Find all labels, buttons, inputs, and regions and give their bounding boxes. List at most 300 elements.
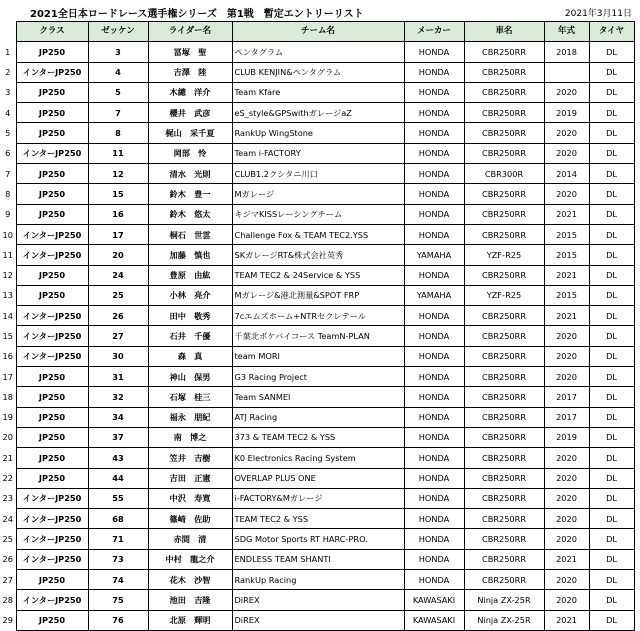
rider-name: 森 真 [148, 346, 232, 366]
rider-name: 鈴木 悠太 [148, 204, 232, 224]
maker-name: HONDA [404, 509, 464, 529]
row-number: 6 [5, 148, 11, 159]
table-row [0, 488, 634, 508]
tire-brand: DL [589, 468, 634, 488]
bike-model: CBR250RR [464, 488, 544, 508]
bike-model: CBR250RR [464, 306, 544, 326]
tire-brand: DL [589, 488, 634, 508]
entry-number: 11 [88, 143, 148, 163]
maker-name: YAMAHA [404, 245, 464, 265]
rider-name: 花木 沙智 [148, 570, 232, 590]
model-year: 2021 [544, 204, 589, 224]
tire-brand: DL [589, 387, 634, 407]
row-number: 26 [2, 554, 13, 565]
rider-name: 桐石 世雲 [148, 224, 232, 244]
tire-brand: DL [589, 509, 634, 529]
row-number: 16 [2, 351, 13, 362]
table-row [0, 285, 634, 305]
row-number: 27 [2, 574, 13, 585]
team-name: Mガレージ [232, 184, 404, 204]
entry-class: JP250 [16, 82, 88, 102]
column-header-tire: タイヤ [589, 22, 634, 42]
rider-name: 中沢 寿寛 [148, 488, 232, 508]
team-name: OVERLAP PLUS ONE [232, 468, 404, 488]
table-row [0, 224, 634, 244]
entry-class: JP250 [16, 123, 88, 143]
table-row [0, 164, 634, 184]
entry-class: インターJP250 [16, 346, 88, 366]
table-row [0, 407, 634, 427]
row-number: 12 [2, 270, 13, 281]
model-year: 2020 [544, 326, 589, 346]
team-name: K0 Electronics Racing System [232, 448, 404, 468]
model-year: 2020 [544, 509, 589, 529]
model-year: 2020 [544, 346, 589, 366]
entry-number: 20 [88, 245, 148, 265]
tire-brand: DL [589, 204, 634, 224]
model-year: 2020 [544, 529, 589, 549]
team-name: 千葉北ポケバイコース TeamN-PLAN [232, 326, 404, 346]
team-name: RankUp Racing [232, 570, 404, 590]
entry-number: 73 [88, 549, 148, 569]
entry-class: JP250 [16, 285, 88, 305]
entry-class: JP250 [16, 427, 88, 447]
bike-model: CBR250RR [464, 42, 544, 62]
column-header-year: 年式 [544, 22, 589, 42]
table-row [0, 509, 634, 529]
tire-brand: DL [589, 326, 634, 346]
bike-model: CBR250RR [464, 387, 544, 407]
maker-name: HONDA [404, 488, 464, 508]
entry-number: 76 [88, 610, 148, 630]
table-row [0, 143, 634, 163]
bike-model: CBR250RR [464, 448, 544, 468]
team-name: eS_style&GPSwithガレージaZ [232, 103, 404, 123]
rider-name: 櫻井 武彦 [148, 103, 232, 123]
tire-brand: DL [589, 306, 634, 326]
bike-model: CBR250RR [464, 509, 544, 529]
bike-model: CBR250RR [464, 82, 544, 102]
model-year: 2020 [544, 448, 589, 468]
column-header-rider: ライダー名 [148, 22, 232, 42]
table-row [0, 265, 634, 285]
entry-list-table [0, 21, 635, 631]
entry-number: 12 [88, 164, 148, 184]
team-name: キジマKISSレーシングチーム [232, 204, 404, 224]
row-number: 5 [5, 128, 11, 139]
entry-class: インターJP250 [16, 326, 88, 346]
model-year: 2020 [544, 123, 589, 143]
team-name: 7cエムズホーム+NTRセクレテール [232, 306, 404, 326]
table-row [0, 570, 634, 590]
bike-model: Ninja ZX-25R [464, 590, 544, 610]
entry-number: 25 [88, 285, 148, 305]
bike-model: YZF-R25 [464, 245, 544, 265]
entry-class: JP250 [16, 103, 88, 123]
bike-model: YZF-R25 [464, 285, 544, 305]
row-number: 19 [2, 412, 13, 423]
maker-name: HONDA [404, 427, 464, 447]
rider-name: 石塚 桂三 [148, 387, 232, 407]
document-date: 2021年3月11日 [564, 9, 632, 19]
rider-name: 加藤 慎也 [148, 245, 232, 265]
entry-number: 26 [88, 306, 148, 326]
maker-name: HONDA [404, 387, 464, 407]
row-number: 2 [5, 67, 11, 78]
entry-class: JP250 [16, 448, 88, 468]
row-number: 7 [5, 168, 11, 179]
model-year: 2021 [544, 610, 589, 630]
maker-name: HONDA [404, 306, 464, 326]
table-row [0, 103, 634, 123]
entry-number: 71 [88, 529, 148, 549]
table-row [0, 427, 634, 447]
bike-model: CBR250RR [464, 468, 544, 488]
entry-number: 74 [88, 570, 148, 590]
row-number: 1 [5, 46, 11, 57]
team-name: Team i-FACTORY [232, 143, 404, 163]
model-year: 2020 [544, 488, 589, 508]
maker-name: HONDA [404, 42, 464, 62]
maker-name: HONDA [404, 407, 464, 427]
team-name: DiREX [232, 610, 404, 630]
tire-brand: DL [589, 265, 634, 285]
entry-number: 24 [88, 265, 148, 285]
row-number: 11 [2, 249, 13, 260]
maker-name: HONDA [404, 367, 464, 387]
rider-name: 岡部 怜 [148, 143, 232, 163]
team-name: ENDLESS TEAM SHANTI [232, 549, 404, 569]
tire-brand: DL [589, 367, 634, 387]
bike-model: CBR250RR [464, 123, 544, 143]
bike-model: CBR250RR [464, 407, 544, 427]
row-number: 18 [2, 391, 13, 402]
team-name: Challenge Fox & TEAM TEC2.YSS [232, 224, 404, 244]
tire-brand: DL [589, 427, 634, 447]
maker-name: HONDA [404, 123, 464, 143]
table-row [0, 326, 634, 346]
entry-number: 4 [88, 62, 148, 82]
bike-model: CBR250RR [464, 570, 544, 590]
entry-number: 5 [88, 82, 148, 102]
entry-number: 17 [88, 224, 148, 244]
maker-name: KAWASAKI [404, 610, 464, 630]
tire-brand: DL [589, 448, 634, 468]
table-header-row [0, 22, 634, 42]
maker-name: HONDA [404, 468, 464, 488]
entry-class: JP250 [16, 265, 88, 285]
maker-name: HONDA [404, 529, 464, 549]
entry-number: 75 [88, 590, 148, 610]
entry-number: 30 [88, 346, 148, 366]
maker-name: HONDA [404, 184, 464, 204]
maker-name: YAMAHA [404, 285, 464, 305]
rider-name: 神山 保男 [148, 367, 232, 387]
model-year: 2021 [544, 549, 589, 569]
model-year: 2020 [544, 82, 589, 102]
rider-name: 鈴木 豊一 [148, 184, 232, 204]
model-year: 2017 [544, 407, 589, 427]
row-number: 17 [2, 371, 13, 382]
row-number: 29 [2, 615, 13, 626]
tire-brand: DL [589, 549, 634, 569]
tire-brand: DL [589, 346, 634, 366]
entry-class: インターJP250 [16, 62, 88, 82]
entry-class: JP250 [16, 367, 88, 387]
rider-name: 吉田 正憲 [148, 468, 232, 488]
entry-class: JP250 [16, 184, 88, 204]
team-name: G3 Racing Project [232, 367, 404, 387]
bike-model: CBR250RR [464, 184, 544, 204]
bike-model: CBR250RR [464, 529, 544, 549]
rider-name: 豊原 由紘 [148, 265, 232, 285]
row-number-header [0, 22, 16, 42]
model-year: 2020 [544, 367, 589, 387]
entry-number: 43 [88, 448, 148, 468]
tire-brand: DL [589, 570, 634, 590]
model-year: 2018 [544, 42, 589, 62]
row-number: 14 [2, 310, 13, 321]
maker-name: HONDA [404, 265, 464, 285]
table-row [0, 387, 634, 407]
table-row [0, 306, 634, 326]
table-row [0, 590, 634, 610]
maker-name: HONDA [404, 82, 464, 102]
tire-brand: DL [589, 42, 634, 62]
rider-name: 田中 敬秀 [148, 306, 232, 326]
maker-name: HONDA [404, 103, 464, 123]
tire-brand: DL [589, 590, 634, 610]
team-name: TEAM TEC2 & YSS [232, 509, 404, 529]
row-number: 22 [2, 473, 13, 484]
bike-model: CBR250RR [464, 265, 544, 285]
rider-name: 福永 朋紀 [148, 407, 232, 427]
entry-class: JP250 [16, 204, 88, 224]
entry-class: JP250 [16, 468, 88, 488]
column-header-bike: 車名 [464, 22, 544, 42]
tire-brand: DL [589, 529, 634, 549]
tire-brand: DL [589, 610, 634, 630]
table-row [0, 610, 634, 630]
column-header-class: クラス [16, 22, 88, 42]
column-header-maker: メーカー [404, 22, 464, 42]
rider-name: 木總 洋介 [148, 82, 232, 102]
entry-class: インターJP250 [16, 509, 88, 529]
entry-number: 68 [88, 509, 148, 529]
entry-number: 32 [88, 387, 148, 407]
model-year: 2020 [544, 590, 589, 610]
tire-brand: DL [589, 164, 634, 184]
maker-name: HONDA [404, 164, 464, 184]
model-year: 2015 [544, 285, 589, 305]
model-year: 2021 [544, 306, 589, 326]
row-number: 15 [2, 331, 13, 341]
maker-name: HONDA [404, 346, 464, 366]
rider-name: 梶山 采千夏 [148, 123, 232, 143]
tire-brand: DL [589, 82, 634, 102]
entry-class: インターJP250 [16, 306, 88, 326]
entry-class: インターJP250 [16, 245, 88, 265]
entry-number: 34 [88, 407, 148, 427]
rider-name: 赤間 清 [148, 529, 232, 549]
team-name: ATJ Racing [232, 407, 404, 427]
entry-number: 8 [88, 123, 148, 143]
entry-number: 16 [88, 204, 148, 224]
team-name: Team SANMEI [232, 387, 404, 407]
model-year: 2019 [544, 103, 589, 123]
rider-name: 北原 輝明 [148, 610, 232, 630]
bike-model: CBR250RR [464, 103, 544, 123]
rider-name: 南 博之 [148, 427, 232, 447]
maker-name: HONDA [404, 62, 464, 82]
tire-brand: DL [589, 103, 634, 123]
entry-number: 37 [88, 427, 148, 447]
rider-name: 吉澤 陸 [148, 62, 232, 82]
table-row [0, 42, 634, 62]
model-year: 2020 [544, 468, 589, 488]
team-name: SDG Motor Sports RT HARC-PRO. [232, 529, 404, 549]
team-name: Mガレージ&港北測量&SPOT FRP [232, 285, 404, 305]
entry-class: インターJP250 [16, 143, 88, 163]
tire-brand: DL [589, 184, 634, 204]
row-number: 23 [2, 493, 13, 504]
tire-brand: DL [589, 123, 634, 143]
table-row [0, 123, 634, 143]
entry-number: 55 [88, 488, 148, 508]
model-year [544, 62, 589, 82]
row-number: 4 [5, 107, 11, 118]
tire-brand: DL [589, 285, 634, 305]
team-name: ペンタグラム [232, 42, 404, 62]
bike-model: CBR250RR [464, 326, 544, 346]
bike-model: CBR250RR [464, 204, 544, 224]
maker-name: HONDA [404, 204, 464, 224]
table-row [0, 468, 634, 488]
maker-name: HONDA [404, 448, 464, 468]
row-number: 13 [2, 290, 13, 301]
rider-name: 小林 亮介 [148, 285, 232, 305]
maker-name: HONDA [404, 224, 464, 244]
row-number: 21 [2, 452, 13, 463]
row-number: 8 [5, 188, 11, 199]
team-name: TEAM TEC2 & 24Service & YSS [232, 265, 404, 285]
table-row [0, 367, 634, 387]
row-number: 10 [2, 229, 13, 240]
entry-class: インターJP250 [16, 488, 88, 508]
entry-class: JP250 [16, 610, 88, 630]
entry-class: JP250 [16, 42, 88, 62]
page-title: 2021全日本ロードレース選手権シリーズ 第1戦 暫定エントリーリスト [30, 9, 364, 20]
maker-name: HONDA [404, 326, 464, 346]
table-row [0, 529, 634, 549]
maker-name: HONDA [404, 549, 464, 569]
entry-class: JP250 [16, 387, 88, 407]
column-header-team: チーム名 [232, 22, 404, 42]
row-number: 9 [5, 209, 11, 220]
maker-name: HONDA [404, 143, 464, 163]
model-year: 2020 [544, 570, 589, 590]
entry-number: 7 [88, 103, 148, 123]
model-year: 2015 [544, 224, 589, 244]
team-name: RankUp WingStone [232, 123, 404, 143]
entry-class: JP250 [16, 407, 88, 427]
team-name: SKガレージRT&株式会社英秀 [232, 245, 404, 265]
entry-number: 3 [88, 42, 148, 62]
document-header [0, 0, 640, 22]
tire-brand: DL [589, 62, 634, 82]
entry-number: 15 [88, 184, 148, 204]
bike-model: CBR250RR [464, 143, 544, 163]
maker-name: HONDA [404, 570, 464, 590]
bike-model: CBR300R [464, 164, 544, 184]
bike-model: Ninja ZX-25R [464, 610, 544, 630]
entry-class: インターJP250 [16, 529, 88, 549]
model-year: 2021 [544, 265, 589, 285]
rider-name: 笠井 吉樹 [148, 448, 232, 468]
team-name: CLUB KENJIN&ペンタグラム [232, 62, 404, 82]
team-name: team MORI [232, 346, 404, 366]
bike-model: CBR250RR [464, 549, 544, 569]
entry-class: JP250 [16, 164, 88, 184]
row-number: 25 [2, 533, 13, 544]
tire-brand: DL [589, 143, 634, 163]
team-name: 373 & TEAM TEC2 & YSS [232, 427, 404, 447]
model-year: 2020 [544, 184, 589, 204]
bike-model: CBR250RR [464, 224, 544, 244]
entry-number: 27 [88, 326, 148, 346]
team-name: CLUB1.2クシタニ川口 [232, 164, 404, 184]
rider-name: 篠崎 佐助 [148, 509, 232, 529]
entry-class: インターJP250 [16, 549, 88, 569]
rider-name: 石井 千優 [148, 326, 232, 346]
entry-class: JP250 [16, 570, 88, 590]
table-row [0, 346, 634, 366]
model-year: 2017 [544, 387, 589, 407]
model-year: 2014 [544, 164, 589, 184]
table-row [0, 204, 634, 224]
model-year: 2015 [544, 245, 589, 265]
maker-name: KAWASAKI [404, 590, 464, 610]
entry-number: 31 [88, 367, 148, 387]
table-row [0, 184, 634, 204]
table-row [0, 245, 634, 265]
bike-model: CBR250RR [464, 367, 544, 387]
team-name: DiREX [232, 590, 404, 610]
model-year: 2019 [544, 427, 589, 447]
row-number: 24 [2, 513, 13, 524]
team-name: Team Kfare [232, 82, 404, 102]
column-header-number: ゼッケン [88, 22, 148, 42]
rider-name: 中村 龍之介 [148, 549, 232, 569]
entry-number: 44 [88, 468, 148, 488]
table-row [0, 448, 634, 468]
tire-brand: DL [589, 224, 634, 244]
team-name: i-FACTORY&Mガレージ [232, 488, 404, 508]
bike-model: CBR250RR [464, 62, 544, 82]
rider-name: 冨塚 聖 [148, 42, 232, 62]
tire-brand: DL [589, 407, 634, 427]
table-row [0, 549, 634, 569]
rider-name: 池田 吉隆 [148, 590, 232, 610]
row-number: 20 [2, 432, 13, 443]
tire-brand: DL [589, 245, 634, 265]
bike-model: CBR250RR [464, 427, 544, 447]
table-row [0, 82, 634, 102]
rider-name: 清水 光則 [148, 164, 232, 184]
model-year: 2020 [544, 143, 589, 163]
row-number: 3 [5, 87, 11, 98]
table-row [0, 62, 634, 82]
